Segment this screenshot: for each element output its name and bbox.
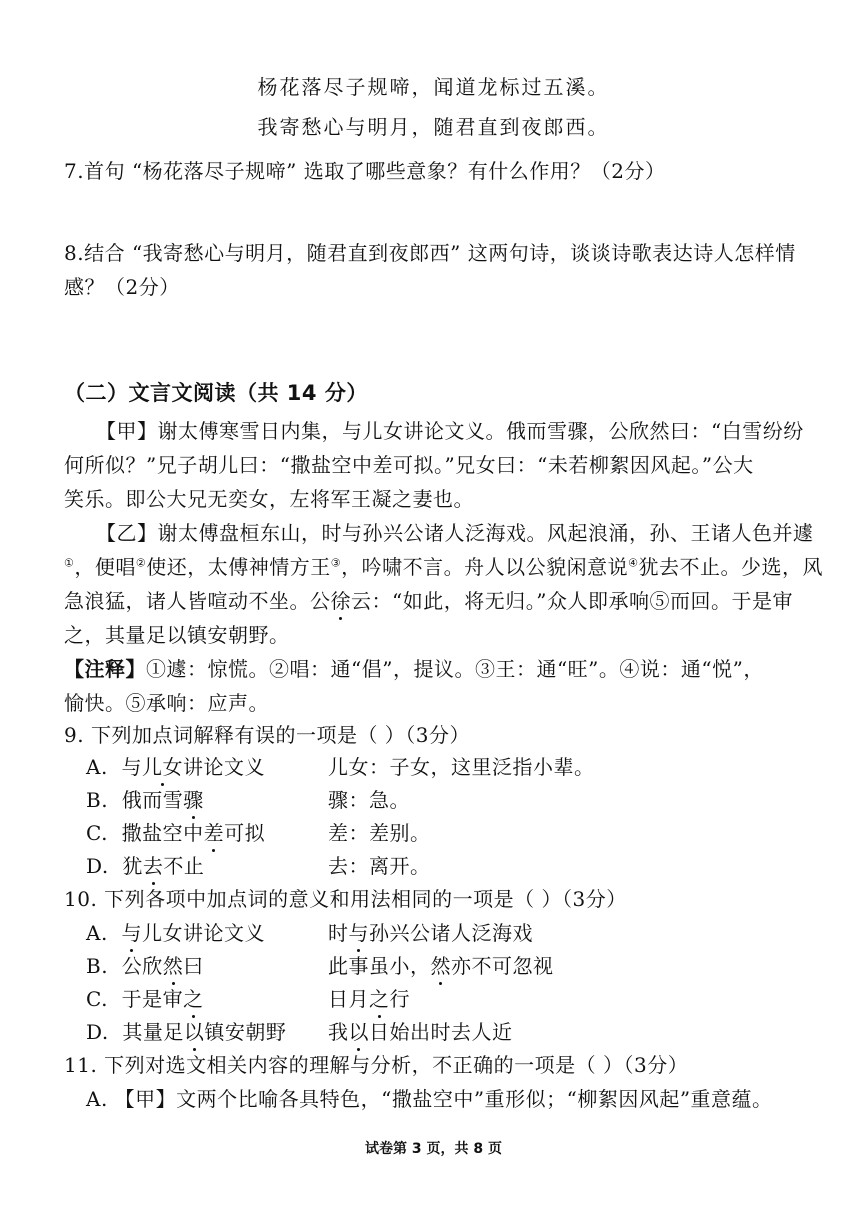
passage-yi-text: 犹去不止。少选，风 xyxy=(638,555,823,579)
notes-text: ①遽：惊慌。②唱：通“倡”，提议。③王：通“旺”。④说：通“悦”， xyxy=(146,657,764,681)
passage-yi-line-1: 【乙】谢太傅盘桓东山，时与孙兴公诸人泛海戏。风起浪涌，孙、王诸人色并遽 xyxy=(96,521,814,545)
passage-yi-text: 急浪猛，诸人皆喧动不坐。公 xyxy=(64,589,331,613)
option-text: 俄而雪 xyxy=(121,788,184,812)
poem-line-1: 杨花落尽子规啼，闻道龙标过五溪。 xyxy=(257,75,610,99)
question-8-line-2: 感？（2分） xyxy=(64,275,180,299)
footnote-marker-1: ① xyxy=(64,556,75,570)
option-text: 犹 xyxy=(122,854,143,878)
option-letter: D. xyxy=(86,1020,109,1044)
dotted-word: 然 xyxy=(431,951,452,981)
q10-option-a-right xyxy=(328,918,533,948)
q10-option-c-left xyxy=(86,984,204,1014)
option-text: 时 xyxy=(328,921,349,945)
q10-option-d-left xyxy=(86,1017,286,1047)
q9-option-a xyxy=(86,752,265,782)
q10-option-a-left xyxy=(86,918,265,948)
option-text: 其量足 xyxy=(122,1020,184,1044)
dotted-word: 儿女 xyxy=(142,752,183,782)
dotted-word: 与 xyxy=(349,918,370,948)
option-text: 公欣 xyxy=(121,954,163,978)
option-letter: B. xyxy=(86,788,109,812)
q10-option-c-right xyxy=(328,984,410,1014)
passage-yi-line-3 xyxy=(64,586,793,616)
poem-line-2: 我寄愁心与明月，随君直到夜郎西。 xyxy=(257,115,610,139)
question-11-stem: 11. 下列对选文相关内容的理解与分析，不正确的一项是（ ）（3分） xyxy=(64,1053,689,1077)
question-8-line-1: 8.结合 “我寄愁心与明月，随君直到夜郎西” 这两句诗，谈谈诗歌表达诗人怎样情 xyxy=(64,241,796,265)
option-text: 此事虽小， xyxy=(328,954,431,978)
footnote-marker-4: ④ xyxy=(628,556,639,570)
passage-yi-text: ，便唱 xyxy=(74,555,136,579)
page-footer: 试卷第 3 页，共 8 页 xyxy=(365,1141,502,1157)
option-text: 亦不可忽视 xyxy=(451,954,554,978)
option-text: 曰 xyxy=(183,954,204,978)
option-text: 与 xyxy=(121,755,143,779)
passage-yi-line-4: 之，其量足以镇安朝野。 xyxy=(64,623,290,647)
q9-option-d xyxy=(86,851,204,881)
notes-line-2: 愉快。⑤承响：应声。 xyxy=(64,691,269,715)
q9-option-b xyxy=(86,785,204,815)
q9-option-a-explanation: 儿女：子女，这里泛指小辈。 xyxy=(328,755,595,779)
q10-option-d-right xyxy=(328,1017,513,1047)
option-text: 撒盐空中 xyxy=(121,821,204,845)
option-text: 于是审 xyxy=(121,987,184,1011)
dotted-word: 去 xyxy=(143,851,164,881)
footnote-marker-2: ② xyxy=(135,556,147,570)
passage-jia-line-1: 【甲】谢太傅寒雪日内集，与儿女讲论文义。俄而雪骤，公欣然曰：“白雪纷纷 xyxy=(96,419,804,443)
q9-option-b-explanation: 骤：急。 xyxy=(328,788,410,812)
dotted-word: 以 xyxy=(184,1017,205,1047)
dotted-word: 然 xyxy=(163,951,184,981)
option-text: 镇安朝野 xyxy=(204,1020,287,1044)
option-text: 讲论文义 xyxy=(183,755,266,779)
option-text: 我 xyxy=(328,1020,349,1044)
q9-option-c-explanation: 差：差别。 xyxy=(328,821,431,845)
passage-jia-line-2: 何所似？”兄子胡儿曰：“撒盐空中差可拟。”兄女曰：“未若柳絮因风起。”公大 xyxy=(64,453,754,477)
q11-option-a: A. 【甲】文两个比喻各具特色，“撒盐空中”重形似；“柳絮因风起”重意蕴。 xyxy=(86,1087,773,1111)
q10-option-b-left xyxy=(86,951,204,981)
q9-option-c xyxy=(86,818,265,848)
option-letter: D. xyxy=(86,854,109,878)
option-text: 行 xyxy=(389,987,410,1011)
option-text: 儿女讲论文义 xyxy=(142,921,266,945)
notes-line-1 xyxy=(64,654,764,684)
option-text: 日始出时去人近 xyxy=(369,1020,513,1044)
footnote-marker-3: ③ xyxy=(330,556,342,570)
option-letter: A. xyxy=(86,755,108,779)
option-text: 孙兴公诸人泛海戏 xyxy=(369,921,533,945)
option-letter: C. xyxy=(86,821,108,845)
question-7: 7.首句 “杨花落尽子规啼” 选取了哪些意象？有什么作用？（2分） xyxy=(64,159,666,183)
option-letter: A. xyxy=(86,921,108,945)
notes-heading: 【注释】 xyxy=(64,657,146,681)
question-10-stem: 10. 下列各项中加点词的意义和用法相同的一项是（ ）（3分） xyxy=(64,887,627,911)
q10-option-b-right xyxy=(328,951,554,981)
dotted-word: 与 xyxy=(122,918,143,948)
section-title-classical-reading: （二）文言文阅读（共 14 分） xyxy=(64,381,368,405)
option-letter: B. xyxy=(86,954,109,978)
dotted-word: 之 xyxy=(369,984,390,1014)
passage-yi-text: ，吟啸不言。舟人以公貌闲意说 xyxy=(341,555,629,579)
option-letter: C. xyxy=(86,987,108,1011)
dotted-word: 之 xyxy=(183,984,204,1014)
option-text: 日月 xyxy=(328,987,369,1011)
passage-jia-line-3: 笑乐。即公大兄无奕女，左将军王凝之妻也。 xyxy=(64,487,474,511)
passage-yi-text: 云：“如此，将无归。”众人即承响⑤而回。于是审 xyxy=(351,589,793,613)
dotted-word: 以 xyxy=(349,1017,370,1047)
dotted-word: 徐 xyxy=(331,586,352,616)
dotted-word: 差 xyxy=(204,818,225,848)
dotted-word: 骤 xyxy=(183,785,204,815)
q9-option-d-explanation: 去：离开。 xyxy=(328,854,431,878)
question-9-stem: 9. 下列加点词解释有误的一项是（ ）（3分） xyxy=(64,723,471,747)
option-text: 可拟 xyxy=(224,821,266,845)
option-text: 不止 xyxy=(163,854,205,878)
passage-yi-line-2 xyxy=(64,552,823,582)
passage-yi-text: 使还，太傅神情方王 xyxy=(146,555,331,579)
